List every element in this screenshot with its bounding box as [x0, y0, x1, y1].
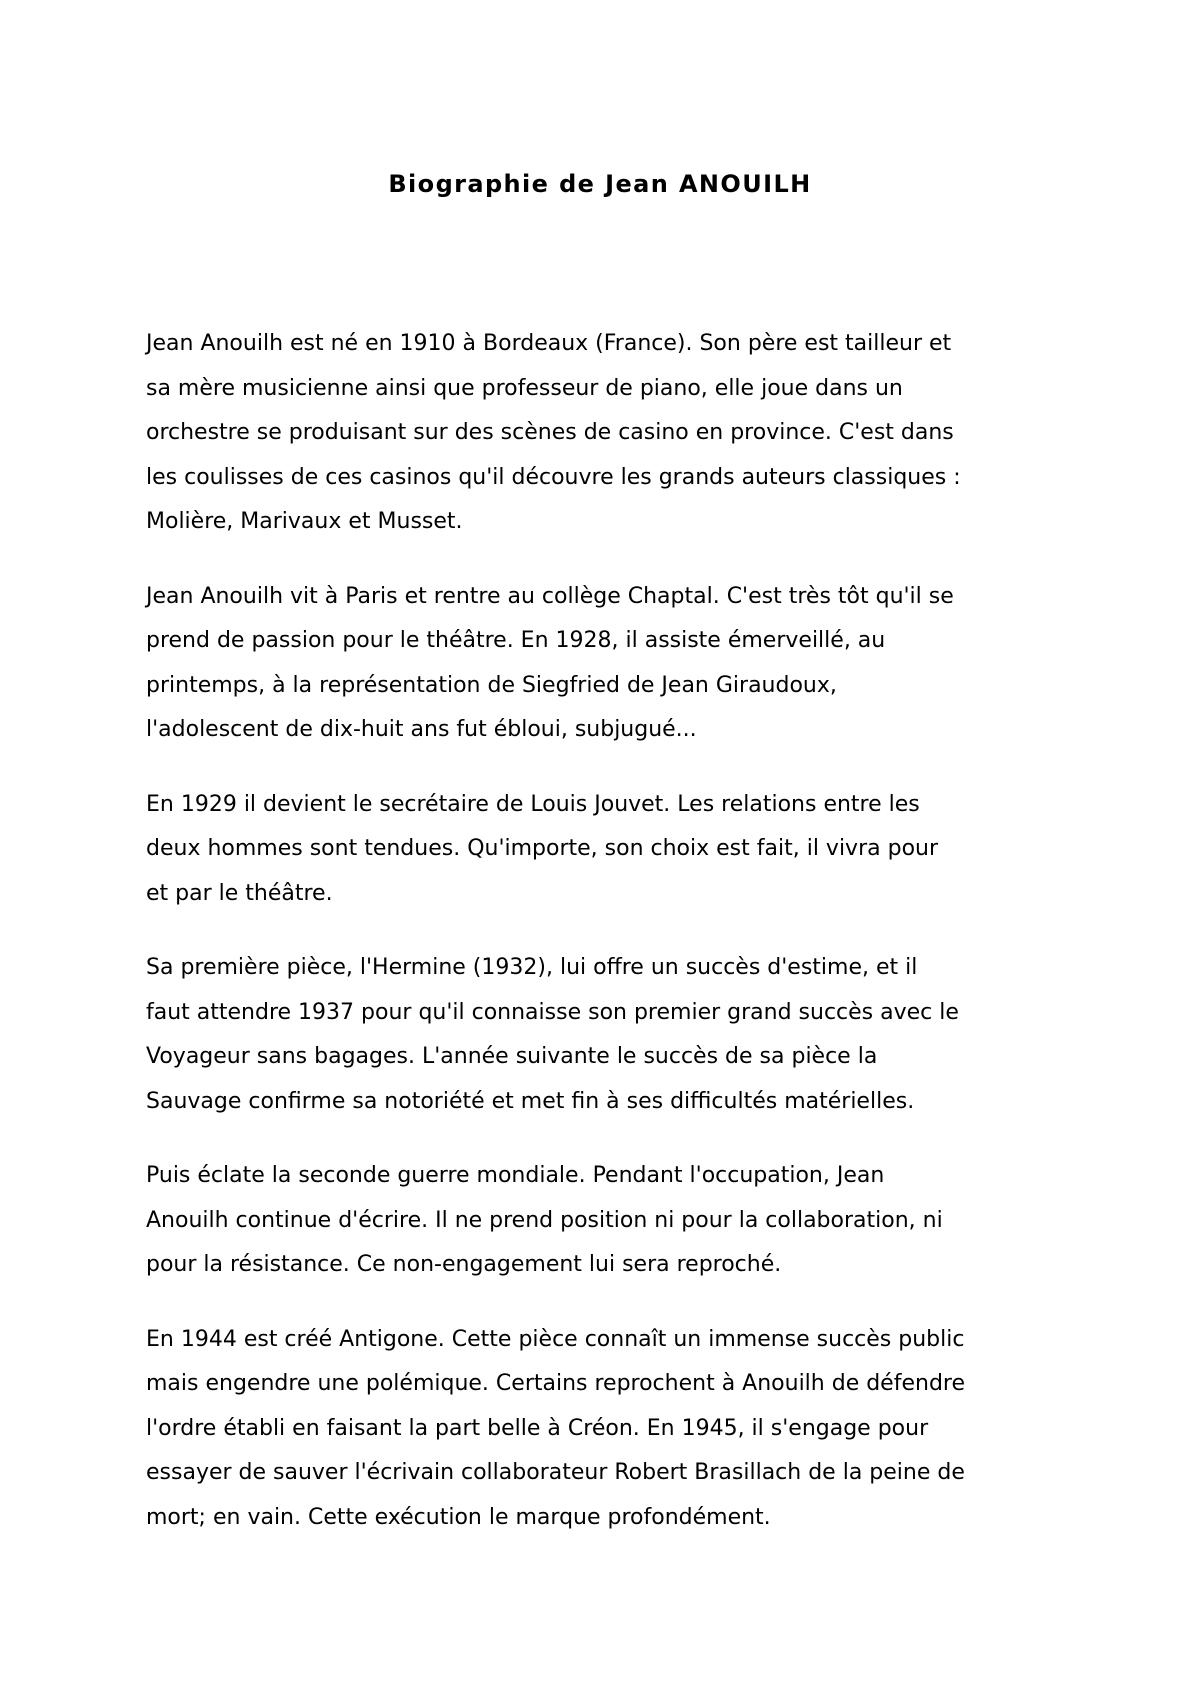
text-line: Jean Anouilh vit à Paris et rentre au collège Chaptal. C'est très tôt qu'il se	[146, 583, 954, 609]
text-line: l'ordre établi en faisant la part belle à Créon. En 1945, il s'engage pour	[146, 1415, 929, 1441]
text-line: faut attendre 1937 pour qu'il connaisse son premier grand succès avec le	[146, 999, 959, 1025]
paragraph-paris	[146, 575, 1076, 753]
text-line: deux hommes sont tendues. Qu'importe, son choix est fait, il vivra pour	[146, 836, 939, 861]
text-line: Sauvage confirme sa notoriété et met fin à ses difficultés matérielles.	[146, 1088, 915, 1114]
paragraph-war	[146, 1154, 1076, 1288]
text-line: En 1944 est créé Antigone. Cette pièce connaît un immense succès public	[146, 1326, 965, 1352]
text-line: En 1929 il devient le secrétaire de Louis Jouvet. Les relations entre les	[146, 791, 920, 817]
text-line: Sa première pièce, l'Hermine (1932), lui offre un succès d'estime, et il	[146, 955, 918, 980]
text-line: pour la résistance. Ce non-engagement lui sera reproché.	[146, 1252, 782, 1277]
text-line: l'adolescent de dix-huit ans fut ébloui, subjugué...	[146, 717, 697, 742]
paragraph-antigone	[146, 1318, 1076, 1541]
paragraph-first-play	[146, 946, 1076, 1124]
text-line: mort; en vain. Cette exécution le marque profondément.	[146, 1504, 771, 1530]
text-line: et par le théâtre.	[146, 880, 333, 906]
text-line: Puis éclate la seconde guerre mondiale. Pendant l'occupation, Jean	[146, 1163, 885, 1188]
text-line: Molière, Marivaux et Musset.	[146, 509, 463, 534]
text-line: Anouilh continue d'écrire. Il ne prend position ni pour la collaboration, ni	[146, 1207, 943, 1233]
text-line: essayer de sauver l'écrivain collaborateur Robert Brasillach de la peine de	[146, 1460, 965, 1485]
text-line: sa mère musicienne ainsi que professeur de piano, elle joue dans un	[146, 375, 903, 401]
text-line: Jean Anouilh est né en 1910 à Bordeaux (France). Son père est tailleur et	[146, 331, 952, 356]
document-title: Biographie de Jean ANOUILH	[388, 170, 812, 198]
text-line: orchestre se produisant sur des scènes de casino en province. C'est dans	[146, 420, 954, 445]
text-line: prend de passion pour le théâtre. En 1928, il assiste émerveillé, au	[146, 628, 886, 653]
paragraph-jouvet	[146, 783, 1076, 917]
text-line: les coulisses de ces casinos qu'il découvre les grands auteurs classiques :	[146, 464, 961, 490]
text-line: Voyageur sans bagages. L'année suivante le succès de sa pièce la	[146, 1044, 878, 1069]
text-line: printemps, à la représentation de Siegfried de Jean Giraudoux,	[146, 672, 837, 698]
text-line: mais engendre une polémique. Certains reprochent à Anouilh de défendre	[146, 1371, 966, 1396]
paragraph-birth	[146, 322, 1076, 545]
document-body	[146, 322, 1076, 1570]
